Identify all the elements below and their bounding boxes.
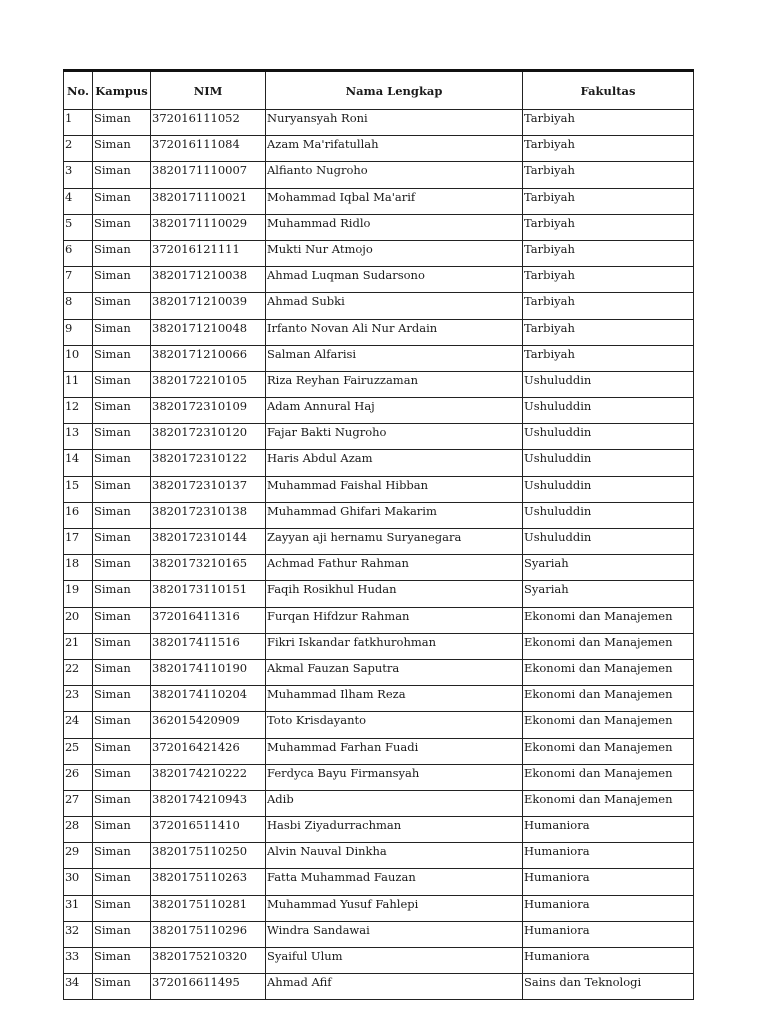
cell-kampus: Siman — [93, 293, 151, 319]
cell-no: 20 — [64, 607, 93, 633]
cell-nama-lengkap: Muhammad Faishal Hibban — [266, 476, 523, 502]
cell-kampus: Siman — [93, 581, 151, 607]
cell-no: 15 — [64, 476, 93, 502]
table-row — [64, 424, 694, 450]
table-row — [64, 948, 694, 974]
cell-no: 1 — [64, 110, 93, 136]
cell-fakultas: Ushuluddin — [523, 450, 694, 476]
table-row — [64, 764, 694, 790]
table-row — [64, 450, 694, 476]
cell-nim: 382017411516 — [151, 633, 266, 659]
cell-no: 5 — [64, 214, 93, 240]
cell-nama-lengkap: Muhammad Ghifari Makarim — [266, 502, 523, 528]
cell-nim: 372016511410 — [151, 817, 266, 843]
cell-no: 6 — [64, 240, 93, 266]
cell-fakultas: Humaniora — [523, 948, 694, 974]
cell-nama-lengkap: Haris Abdul Azam — [266, 450, 523, 476]
cell-fakultas: Tarbiyah — [523, 240, 694, 266]
table-row — [64, 319, 694, 345]
cell-fakultas: Ushuluddin — [523, 398, 694, 424]
cell-nim: 3820175110281 — [151, 895, 266, 921]
cell-fakultas: Ekonomi dan Manajemen — [523, 764, 694, 790]
cell-fakultas: Ushuluddin — [523, 424, 694, 450]
cell-no: 13 — [64, 424, 93, 450]
header-no: No. — [64, 71, 93, 110]
cell-kampus: Siman — [93, 921, 151, 947]
cell-kampus: Siman — [93, 240, 151, 266]
cell-nama-lengkap: Hasbi Ziyadurrachman — [266, 817, 523, 843]
cell-nama-lengkap: Azam Ma'rifatullah — [266, 136, 523, 162]
cell-no: 12 — [64, 398, 93, 424]
cell-kampus: Siman — [93, 948, 151, 974]
cell-no: 21 — [64, 633, 93, 659]
table-row — [64, 240, 694, 266]
table-row — [64, 502, 694, 528]
table-row — [64, 686, 694, 712]
table-row — [64, 345, 694, 371]
cell-nim: 3820173110151 — [151, 581, 266, 607]
cell-no: 26 — [64, 764, 93, 790]
cell-kampus: Siman — [93, 267, 151, 293]
cell-nim: 372016111084 — [151, 136, 266, 162]
table-row — [64, 790, 694, 816]
cell-fakultas: Humaniora — [523, 921, 694, 947]
cell-no: 28 — [64, 817, 93, 843]
cell-no: 14 — [64, 450, 93, 476]
cell-nama-lengkap: Ahmad Luqman Sudarsono — [266, 267, 523, 293]
cell-no: 17 — [64, 529, 93, 555]
cell-nama-lengkap: Syaiful Ulum — [266, 948, 523, 974]
table-row — [64, 843, 694, 869]
cell-kampus: Siman — [93, 555, 151, 581]
table-row — [64, 267, 694, 293]
cell-nim: 3820171210048 — [151, 319, 266, 345]
cell-kampus: Siman — [93, 110, 151, 136]
cell-kampus: Siman — [93, 136, 151, 162]
cell-nama-lengkap: Mohammad Iqbal Ma'arif — [266, 188, 523, 214]
cell-no: 24 — [64, 712, 93, 738]
cell-no: 10 — [64, 345, 93, 371]
cell-fakultas: Syariah — [523, 555, 694, 581]
cell-kampus: Siman — [93, 738, 151, 764]
table-row — [64, 607, 694, 633]
cell-nama-lengkap: Muhammad Yusuf Fahlepi — [266, 895, 523, 921]
cell-kampus: Siman — [93, 345, 151, 371]
cell-nim: 3820172210105 — [151, 371, 266, 397]
cell-kampus: Siman — [93, 974, 151, 1000]
cell-nim: 372016421426 — [151, 738, 266, 764]
cell-kampus: Siman — [93, 502, 151, 528]
table-row — [64, 712, 694, 738]
cell-nim: 3820174210943 — [151, 790, 266, 816]
cell-kampus: Siman — [93, 188, 151, 214]
table-row — [64, 371, 694, 397]
cell-nim: 3820172310109 — [151, 398, 266, 424]
cell-no: 29 — [64, 843, 93, 869]
cell-no: 34 — [64, 974, 93, 1000]
cell-nim: 3820171210039 — [151, 293, 266, 319]
cell-nim: 3820174210222 — [151, 764, 266, 790]
cell-nim: 3820175110250 — [151, 843, 266, 869]
table-row — [64, 817, 694, 843]
cell-nama-lengkap: Ahmad Subki — [266, 293, 523, 319]
cell-nama-lengkap: Zayyan aji hernamu Suryanegara — [266, 529, 523, 555]
cell-no: 4 — [64, 188, 93, 214]
cell-fakultas: Humaniora — [523, 817, 694, 843]
cell-nim: 3820175210320 — [151, 948, 266, 974]
cell-no: 25 — [64, 738, 93, 764]
cell-fakultas: Syariah — [523, 581, 694, 607]
cell-nama-lengkap: Nuryansyah Roni — [266, 110, 523, 136]
cell-fakultas: Ushuluddin — [523, 529, 694, 555]
table-row — [64, 555, 694, 581]
cell-nama-lengkap: Riza Reyhan Fairuzzaman — [266, 371, 523, 397]
cell-nama-lengkap: Akmal Fauzan Saputra — [266, 659, 523, 685]
student-table — [63, 69, 694, 1000]
cell-nama-lengkap: Salman Alfarisi — [266, 345, 523, 371]
cell-kampus: Siman — [93, 843, 151, 869]
table-row — [64, 738, 694, 764]
cell-fakultas: Tarbiyah — [523, 267, 694, 293]
cell-kampus: Siman — [93, 214, 151, 240]
table-body — [64, 110, 694, 1000]
cell-nim: 3820174110204 — [151, 686, 266, 712]
table-header — [64, 71, 694, 110]
cell-no: 19 — [64, 581, 93, 607]
table-row — [64, 476, 694, 502]
table-row — [64, 869, 694, 895]
cell-no: 33 — [64, 948, 93, 974]
table-row — [64, 921, 694, 947]
cell-fakultas: Humaniora — [523, 843, 694, 869]
cell-fakultas: Ekonomi dan Manajemen — [523, 790, 694, 816]
cell-kampus: Siman — [93, 607, 151, 633]
table-row — [64, 974, 694, 1000]
cell-nama-lengkap: Muhammad Farhan Fuadi — [266, 738, 523, 764]
cell-kampus: Siman — [93, 319, 151, 345]
cell-no: 11 — [64, 371, 93, 397]
cell-no: 2 — [64, 136, 93, 162]
table-row — [64, 188, 694, 214]
cell-nim: 372016111052 — [151, 110, 266, 136]
cell-fakultas: Humaniora — [523, 869, 694, 895]
cell-kampus: Siman — [93, 712, 151, 738]
cell-fakultas: Ekonomi dan Manajemen — [523, 607, 694, 633]
cell-fakultas: Tarbiyah — [523, 214, 694, 240]
table-row — [64, 398, 694, 424]
cell-kampus: Siman — [93, 529, 151, 555]
cell-nim: 3820171110029 — [151, 214, 266, 240]
cell-nim: 3820174110190 — [151, 659, 266, 685]
cell-fakultas: Ekonomi dan Manajemen — [523, 686, 694, 712]
cell-kampus: Siman — [93, 659, 151, 685]
cell-kampus: Siman — [93, 450, 151, 476]
cell-nama-lengkap: Adib — [266, 790, 523, 816]
cell-nama-lengkap: Mukti Nur Atmojo — [266, 240, 523, 266]
cell-nama-lengkap: Muhammad Ridlo — [266, 214, 523, 240]
cell-fakultas: Ekonomi dan Manajemen — [523, 712, 694, 738]
cell-kampus: Siman — [93, 686, 151, 712]
cell-kampus: Siman — [93, 633, 151, 659]
cell-nama-lengkap: Fajar Bakti Nugroho — [266, 424, 523, 450]
cell-fakultas: Ushuluddin — [523, 476, 694, 502]
table-row — [64, 659, 694, 685]
cell-nama-lengkap: Irfanto Novan Ali Nur Ardain — [266, 319, 523, 345]
cell-fakultas: Ekonomi dan Manajemen — [523, 659, 694, 685]
header-kampus: Kampus — [93, 71, 151, 110]
cell-nama-lengkap: Achmad Fathur Rahman — [266, 555, 523, 581]
cell-fakultas: Tarbiyah — [523, 110, 694, 136]
cell-no: 22 — [64, 659, 93, 685]
cell-no: 7 — [64, 267, 93, 293]
cell-fakultas: Tarbiyah — [523, 162, 694, 188]
cell-nim: 3820173210165 — [151, 555, 266, 581]
table-row — [64, 293, 694, 319]
cell-kampus: Siman — [93, 398, 151, 424]
cell-nama-lengkap: Fikri Iskandar fatkhurohman — [266, 633, 523, 659]
table-row — [64, 162, 694, 188]
cell-nama-lengkap: Adam Annural Haj — [266, 398, 523, 424]
cell-fakultas: Tarbiyah — [523, 188, 694, 214]
cell-nama-lengkap: Ahmad Afif — [266, 974, 523, 1000]
cell-nim: 3820172310122 — [151, 450, 266, 476]
cell-nama-lengkap: Faqih Rosikhul Hudan — [266, 581, 523, 607]
cell-no: 30 — [64, 869, 93, 895]
cell-no: 23 — [64, 686, 93, 712]
cell-kampus: Siman — [93, 869, 151, 895]
cell-nim: 372016121111 — [151, 240, 266, 266]
cell-kampus: Siman — [93, 162, 151, 188]
cell-no: 18 — [64, 555, 93, 581]
table-row — [64, 581, 694, 607]
cell-fakultas: Humaniora — [523, 895, 694, 921]
table-row — [64, 214, 694, 240]
cell-kampus: Siman — [93, 764, 151, 790]
cell-fakultas: Ekonomi dan Manajemen — [523, 633, 694, 659]
cell-nama-lengkap: Ferdyca Bayu Firmansyah — [266, 764, 523, 790]
header-nim: NIM — [151, 71, 266, 110]
cell-fakultas: Ushuluddin — [523, 502, 694, 528]
cell-nim: 3820171110021 — [151, 188, 266, 214]
cell-no: 27 — [64, 790, 93, 816]
cell-no: 16 — [64, 502, 93, 528]
cell-nim: 362015420909 — [151, 712, 266, 738]
cell-nim: 3820171110007 — [151, 162, 266, 188]
cell-no: 31 — [64, 895, 93, 921]
cell-fakultas: Tarbiyah — [523, 293, 694, 319]
cell-fakultas: Tarbiyah — [523, 345, 694, 371]
cell-nim: 3820172310120 — [151, 424, 266, 450]
cell-nama-lengkap: Alvin Nauval Dinkha — [266, 843, 523, 869]
cell-fakultas: Sains dan Teknologi — [523, 974, 694, 1000]
cell-nim: 3820172310137 — [151, 476, 266, 502]
table-row — [64, 633, 694, 659]
header-row — [64, 71, 694, 110]
table-row — [64, 895, 694, 921]
cell-fakultas: Ushuluddin — [523, 371, 694, 397]
cell-no: 32 — [64, 921, 93, 947]
cell-fakultas: Ekonomi dan Manajemen — [523, 738, 694, 764]
cell-no: 9 — [64, 319, 93, 345]
cell-no: 8 — [64, 293, 93, 319]
cell-no: 3 — [64, 162, 93, 188]
cell-kampus: Siman — [93, 895, 151, 921]
cell-nama-lengkap: Toto Krisdayanto — [266, 712, 523, 738]
cell-kampus: Siman — [93, 476, 151, 502]
cell-kampus: Siman — [93, 790, 151, 816]
cell-nama-lengkap: Alfianto Nugroho — [266, 162, 523, 188]
cell-nim: 3820175110296 — [151, 921, 266, 947]
table-row — [64, 136, 694, 162]
cell-nim: 3820172310144 — [151, 529, 266, 555]
cell-nim: 3820171210038 — [151, 267, 266, 293]
cell-nim: 3820175110263 — [151, 869, 266, 895]
cell-nama-lengkap: Furqan Hifdzur Rahman — [266, 607, 523, 633]
cell-kampus: Siman — [93, 424, 151, 450]
header-fakultas: Fakultas — [523, 71, 694, 110]
cell-nim: 3820172310138 — [151, 502, 266, 528]
cell-nim: 372016411316 — [151, 607, 266, 633]
cell-nama-lengkap: Fatta Muhammad Fauzan — [266, 869, 523, 895]
cell-nama-lengkap: Muhammad Ilham Reza — [266, 686, 523, 712]
header-nama-lengkap: Nama Lengkap — [266, 71, 523, 110]
cell-nama-lengkap: Windra Sandawai — [266, 921, 523, 947]
cell-nim: 372016611495 — [151, 974, 266, 1000]
table-row — [64, 529, 694, 555]
cell-kampus: Siman — [93, 371, 151, 397]
cell-nim: 3820171210066 — [151, 345, 266, 371]
cell-fakultas: Tarbiyah — [523, 319, 694, 345]
cell-kampus: Siman — [93, 817, 151, 843]
cell-fakultas: Tarbiyah — [523, 136, 694, 162]
table-row — [64, 110, 694, 136]
